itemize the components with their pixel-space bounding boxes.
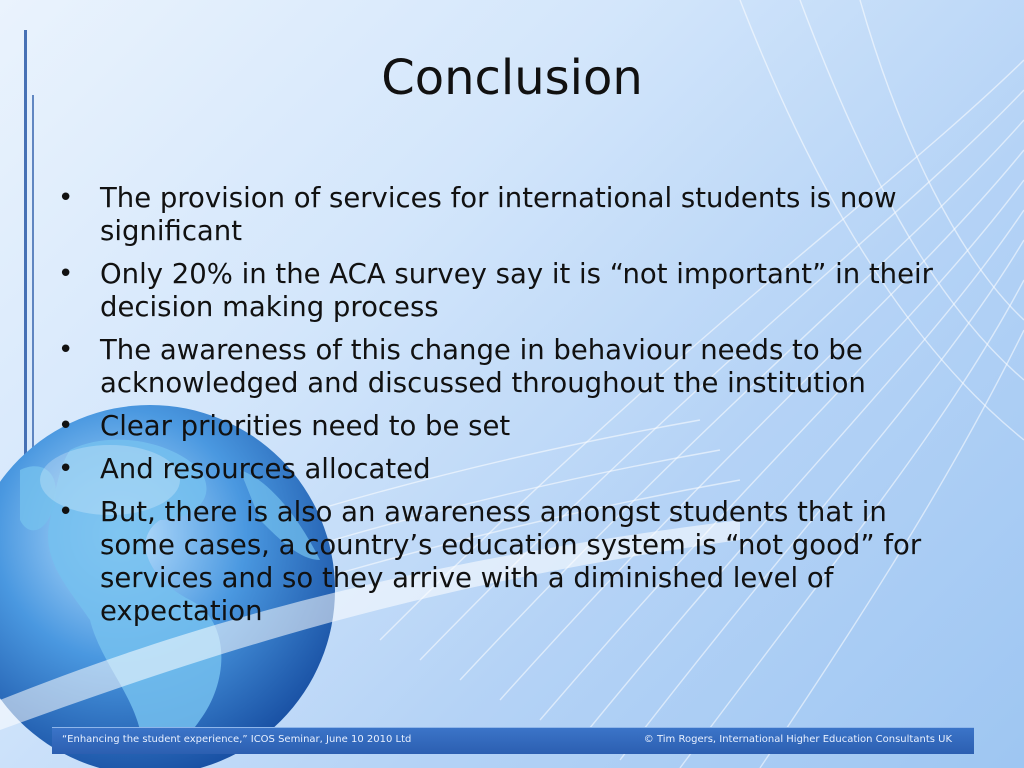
list-item: [58, 258, 968, 324]
bullet-text: The awareness of this change in behaviour needs to be acknowledged and discussed throughout the institution: [100, 334, 866, 399]
footer-left-text: “Enhancing the student experience,” ICOS Seminar, June 10 2010 Ltd: [62, 734, 412, 745]
list-item: [58, 334, 968, 400]
list-item: [58, 496, 968, 628]
bullet-icon: •: [58, 497, 74, 527]
bullet-icon: •: [58, 335, 74, 365]
bullet-text: And resources allocated: [100, 453, 431, 485]
bullet-list: [58, 182, 968, 638]
bullet-icon: •: [58, 183, 74, 213]
footer-right-text: © Tim Rogers, International Higher Education Consultants UK: [643, 734, 952, 745]
page-title: Conclusion: [381, 50, 643, 106]
list-item: [58, 453, 968, 486]
list-item: [58, 410, 968, 443]
bullet-text: Only 20% in the ACA survey say it is “not important” in their decision making process: [100, 258, 933, 323]
bullet-text: But, there is also an awareness amongst students that in some cases, a country’s education system is “not good” for services and so they arrive with a diminished level of expectation: [100, 496, 922, 627]
bullet-text: Clear priorities need to be set: [100, 410, 511, 442]
bullet-icon: •: [58, 454, 74, 484]
bullet-icon: •: [58, 259, 74, 289]
list-item: [58, 182, 968, 248]
bullet-icon: •: [58, 411, 74, 441]
footer-bar: [52, 727, 974, 754]
bullet-text: The provision of services for international students is now significant: [100, 182, 897, 247]
